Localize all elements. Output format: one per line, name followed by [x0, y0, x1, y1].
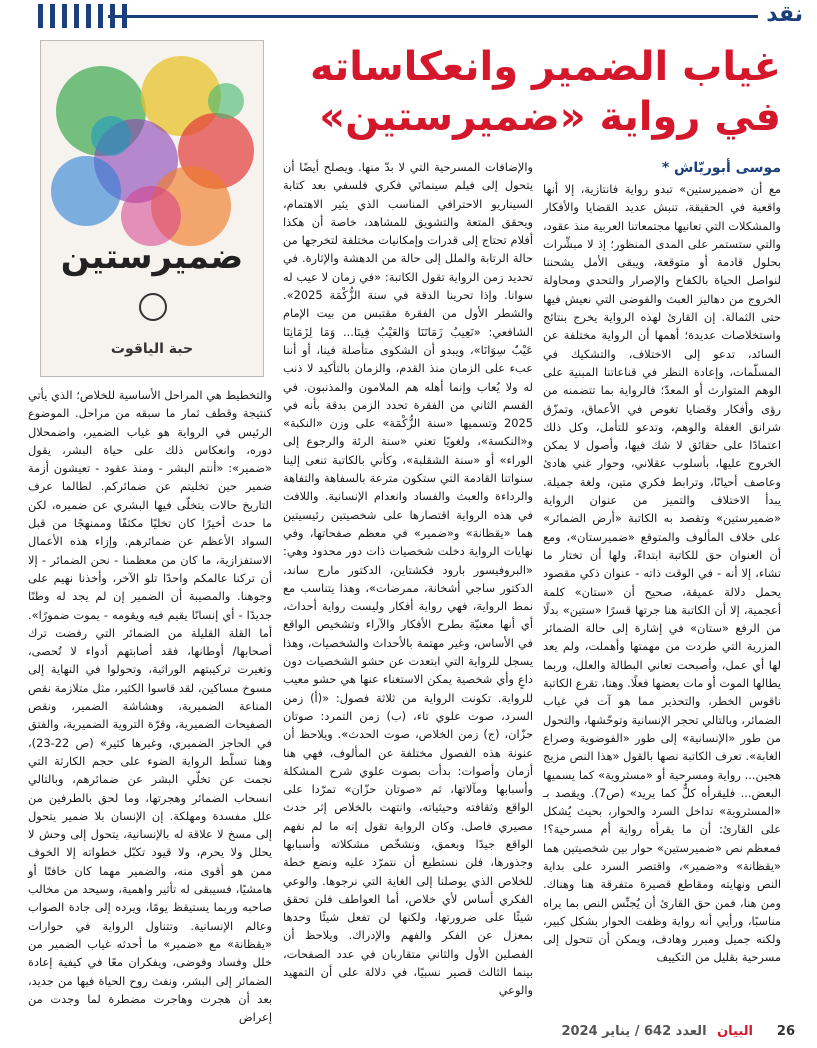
- book-cover-art: [41, 41, 263, 376]
- page-number: 26: [776, 1024, 795, 1039]
- column-text: والإضافات المسرحية التي لا بدّ منها. ويصلح أيضًا أن يتحول إلى فيلم سينمائي فكري فلسفي بعد كتابة السيناريو الاحترافي المناسب الذي يثير الاهتمام، ويحقق المتعة والتشويق للمشاهد، خاصة أن هكذا أفلام تحتاج إلى قدرات وإمكانيات مختلفة لتخرجها من حالة الرتابة والملل إلى حالة من الدهشة والإثارة. في تحديد زمن الرواية تقول الكاتبة: «في زمان لا عيب له سوانا. وإذا تحرينا الدقة في سنة الزُّكْمَة 2025». والشطر الأول من الفقرة مقتبس من بيت الإمام الشافعي: «نَعِيبُ زَمَانَنَا وَالعَيْبُ فِينَا... وَمَا لِزَمَانِنَا عَيْبٌ سِوَانَا»، ويبدو أن الشكوى متأصلة فينا، أو أننا عبء على الزمان منذ القدم، والزمان بالتأكيد لا ذنب له ولا يُعاب وإنما أهله هم الملامون والمذنبون. في القسم الثاني من الفقرة تحدد الزمن بدقة بأنه في 2025 وتسميها «سنة الزُّكْمَة» على وزن «النكبة» و«النكسة»، ولغويًا تعني «سنة الرئة والرجوع إلى الوراء» أو «سنة الشقلبة»، وكأني بالكاتبة تنعى إلينا سنواتنا القادمة التي ستكون مترعة بالسفاهة والتفاهة والرداءة والعبث والفساد وانعدام الإنسانية. واللافت في هذه الرواية اقتصارها على شخصيتين رئيسيتين هما «يقظانة» و«ضمير» في معظم صفحاتها، وفي نهايات الرواية دخلت شخصيات ذات دور محدود وهي: «البروفيسور بارود فكشتاين، الدكتور مارج ساند، الدكتور ساجي أشخانة، ممرضات»، وهذا يتناسب مع نمط الرواية، فهي رواية أفكار وليست رواية أحداث، أي أنها معنيّة بطرح الأفكار والآراء وتشخيص الواقع في الأساس، وغير مهتمة بالأحداث والشخصيات، وهذا يسجل للرواية التي ابتعدت عن حشو الشخصيات دون داعٍ وأي شخصية يمكن الاستغناء عنها هي حشو معيب للرواية. تكونت الرواية من ثلاثة فصول: «(أ) زمن السرد، صوت علوي تاء، (ب) زمن التمرد: صوتان حزّان، (ج) زمن الخلاص، صوت الحدث». ويلاحظ أن عنونة هذه الفصول مختلفة عن المألوف، فهي هنا أزمان وأصوات: بدأت بصوت علوي شرح المشكلة وأسبابها ومآلاتها، ثم «صوتان حزّان» تمرّدا على الواقع وثقافته وحيثياته، وانتهت بالخلاص إثر حدث مصيري فاصل. وكان الرواية تقول إنه ما لم نفهم الواقع جيدًا وبعمق، ونشخّص مشكلاته وأسبابها وجذورها، فلن نستطيع أن نتمرّد عليه ونضع خطة للخلاص الذي يوصلنا إلى الغاية التي نرجوها. والوعي الفكري أساس لأي خلاص، أما العواطف فلن تحقق شيئًا على ضرورتها، ولكنها لن تفعل شيئًا وحدها بمعزل عن الفكر والفهم والإدراك. ويلاحظ أن الفصلين الأول والثاني متقاربان في عدد الصفحات، بينما الثالث قصير نسبيًا، في دلالة على أن التمهيد والوعي: [283, 160, 533, 998]
- book-cover-author: حبة الياقوت: [110, 341, 194, 357]
- issue-info: [561, 1024, 753, 1039]
- issue-label: العدد 642 / يناير 2024: [561, 1024, 707, 1039]
- column-text: مع أن «ضميرستين» تبدو رواية فانتازية، إلا أنها واقعية في الحقيقة، تنبش عديد القضايا والأفكار والمشكلات التي تعانيها مجتمعاتنا العربية منذ عقود، والتي ستستمر على المدى المنظور؛ إذ لا مبشِّرات بحلول قادمة أو متوقعة، ويبقى الأمل يشحننا لنواصل الحياة بالكفاح والإصرار والتحدي ومحاولة الخروج من دهاليز العبث والفوضى التي نعيش فيها حتى الثمالة. إن القارئ لهذه الرواية يخرج بنتائج واستخلاصات عديدة؛ أهمها أن الرواية مختلفة عن السائد، تدعو إلى الاختلاف، والتشكيك في المسلّمات، وإعادة النظر في قناعاتنا المبنية على الوهم المتوارث أو المعدّ؛ فالرواية بما تتضمنه من رؤى وأفكار وقضايا تغوص في الأعماق، وتمزّق شرانق الغفلة والوهم، وتدعو للتأمل، وكل ذلك اعتمادًا على حقائق لا شك فيها، وأصول لا يمكن الخروج عليها، بأسلوب عقلاني، وحوار غني هادئ وعاصف أحيانًا، وترابط فكري متين، ولغة جميلة. يبدأ الاختلاف والتميز من عنوان الرواية «ضميرستين» وتقصد به الكاتبة «أرض الضمائر» على خلاف المألوف والمتوقع «ضميرستان»، ومع أن العنوان حق للكاتبة ابتداءً، ولها أن تختار ما تشاء، إلا أنه - في الوقت ذاته - عنوان ذكي مقصود يحمل دلالة عميقة، صحيح أن «ستان» كلمة أعجمية، إلا أن الكاتبة هنا جرتها قسرًا «ستين» بدلًا من الرفع «ستان» في إشارة إلى حالة الضمائر المزرية التي طردت من مهمتها وأهملت، ولم يعد لها أي عمل، وأصبحت تعاني البطالة والعلل، وربما يطالها الموت أو مات بعضها فعلًا. وهنا، تقرع الكاتبة ناقوس الخطر، والتحذير مما هو آت في غياب الضمائر، وبالتالي تحجر الإنسانية وتوحّشها، والتحول من طور «الإنسانية» إلى طور «الفوضوية وصراع الغابة». تعرف الكاتبة نصها بالقول «هذا النص مزيج هجين... رواية ومسرحية أو «مسثروية» كما يسميها البعض... فليقرأه كلٌّ كما يريد» (ص7). ويقصد بـ «المسثروية» تداخل السرد والحوار، بحيث يُشكل على القارئ: أن ما يقرأه رواية أم مسرحية؟! فمعظم نص «ضميرستين» حوار بين شخصيتين هما «يقظانة» و«ضمير»، واقتصر السرد على بداية النص ونهايته ومقاطع قصيرة متفرقة هنا وهناك. ومن هنا، فمن حق القارئ أن يُجنِّس النص بما يراه مناسبًا، ورأيي أنه رواية وظفت الحوار بشكل كبير، ولكنه جميل ومبرر وهادف، ويمكن أن تتحول إلى مسرحية بقليل من التكييف: [543, 182, 782, 965]
- book-cover-title: ضميرستين: [60, 237, 244, 277]
- article-column-3: [28, 386, 272, 1025]
- publisher-logo-icon: [139, 293, 167, 321]
- article-title-line2: في رواية «ضميرستين»: [319, 94, 781, 140]
- article-column-2: [283, 158, 533, 998]
- magazine-brand: البيان: [717, 1024, 753, 1039]
- section-label: نقد: [766, 2, 803, 27]
- book-cover-image: [40, 40, 264, 377]
- article-title-line1: غياب الضمير وانعكاساته: [310, 44, 781, 90]
- header-rule: [108, 15, 758, 18]
- column-text: والتخطيط هي المراحل الأساسية للخلاص؛ الذي يأتي كنتيجة وقطف ثمار ما سبقه من مراحل. الموضوع الرئيس في الرواية هو غياب الضمير، واضمحلال دوره، وانعكاس ذلك على حياة البشر، يقول «ضمير»: «أنتم البشر - ومنذ عقود - تعيشون أزمة ضمير حين تخليتم عن ضمائركم. لطالما عرف التاريخ حالات يتخلّى فيها البشري عن ضميره، لكن ما حدث أخيرًا كان تخليًا مكثفًا وممنهجًا من قبل السواد الأعظم عن ضمائرهم. وإزاء هذه الأعمال الاستفزازية، ما كان من معظمنا - نحن الضمائر - إلا أن تركنا عالمكم واحدًا تلو الآخر، وأخذنا نهيم على وجوهنا. والمصيبة أن الضمير إن لم يجد له وطنًا جديدًا - أي إنسانًا يقيم فيه ويقومه - يموت ضمورًا». أما القلة القليلة من الضمائر التي رفضت ترك أصحابها/ أوطانها، فقد أصابتهم أدواء لا تُحصى، وتغيرت تركيبتهم الوراثية، وتحولوا في النهاية إلى مسوخ مساكين، لقد قاسوا الكثير، مثل متلازمة نقص المناعة الضميرية، وهشاشة الضمير، ونقص الصفيحات الضميرية، وقرّة التروية الضميرية، والفتق في الحاجز الضميري، وغيرها كثير» (ص 22-23)، وهنا تسلّط الرواية الضوء على حجم الكارثة التي نجمت عن تخلّي البشر عن ضمائرهم، وبالتالي انسحاب الضمائر وهجرتها، وما لحق بالطرفين من علل مفسدة ومهلكة. إن الإنسان بلا ضمير يتحول إلى مسخ لا علاقة له بالإنسانية، يتحول إلى وحش لا يحلل ولا يحرم، ولا قيود تكبّل خطواته إلا الخوف ممن هو أقوى منه، والضمير مهما كان خافتًا أو هامشيًا، فسيبقى له تأثير واهمية، وسيحد من مخالب صاحبه وربما يستيقظ يومًا، ويرده إلى جادة الصواب وعالم الإنسانية. وتتناول الرواية في حوارات «يقظانة» مع «ضمير» ما أحدثه غياب الضمير من خلل وفساد وفوضى، ويفكران معًا في كيفية إعادة الضمائر إلى البشر، ونفث روح الحياة فيها من جديد، بعد أن هجرت وهاجرت مضطرة لما وجدت من إعراض: [28, 388, 272, 1025]
- article-column-1: [543, 180, 781, 985]
- article-author: موسى أبوريّاش *: [661, 160, 781, 176]
